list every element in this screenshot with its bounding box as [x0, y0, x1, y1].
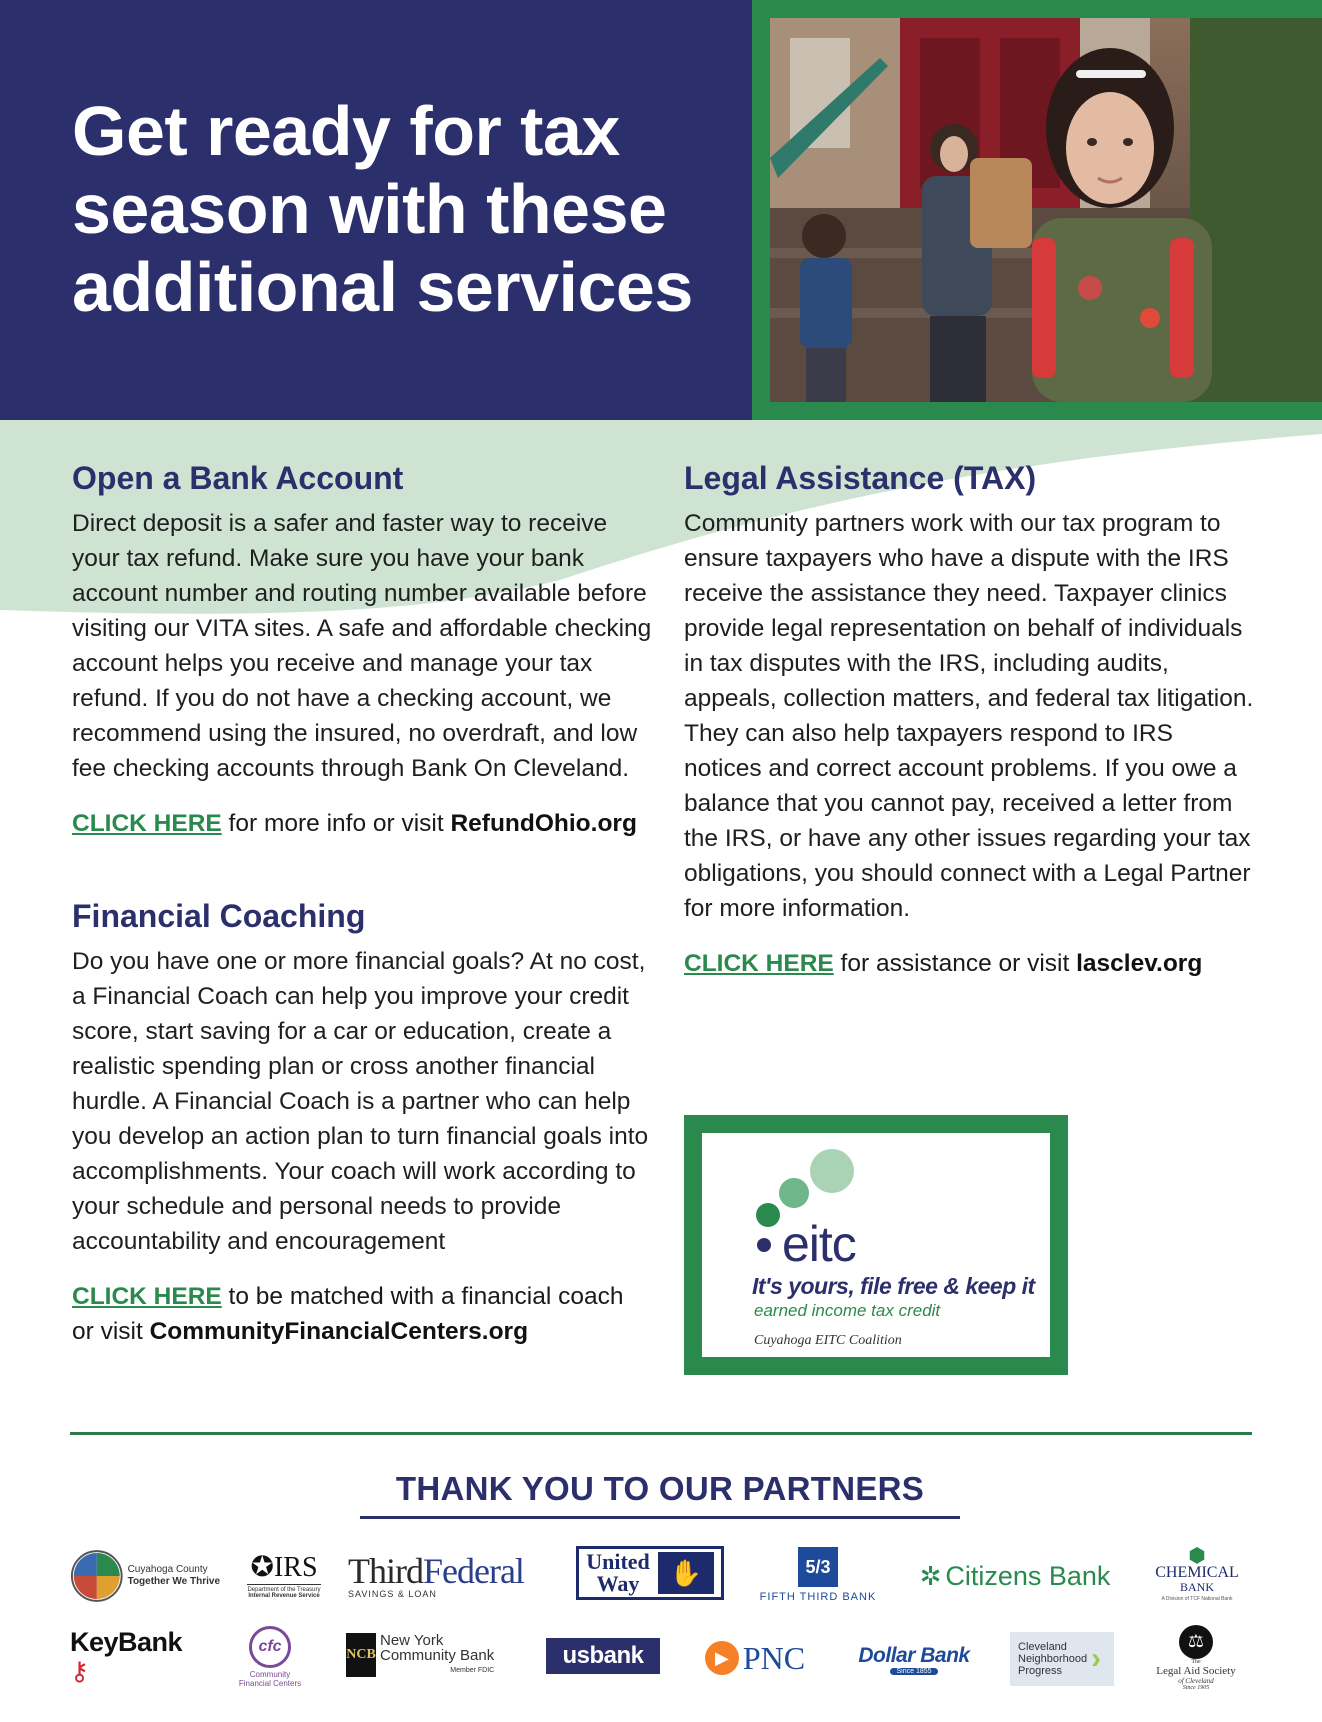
legal-assistance-section [684, 458, 1256, 981]
cfc-line2: Financial Centers [238, 1679, 302, 1688]
eitc-dots-icon [702, 1133, 1050, 1357]
usbank-logo [546, 1638, 660, 1674]
cnp-line2: Neighborhood [1018, 1653, 1088, 1665]
dollar-bank-logo [852, 1636, 976, 1682]
eitc-logo-frame [684, 1115, 1068, 1375]
bank-site-link[interactable]: RefundOhio.org [450, 810, 637, 837]
nycb-mark-icon: NCB [346, 1633, 376, 1677]
citizens-bank-name: Citizens Bank [945, 1560, 1111, 1591]
legal-aid-logo [1146, 1622, 1246, 1694]
united-way-line1: United [586, 1549, 650, 1574]
coaching-cta-text: to be matched with a financial coach or visit [72, 1283, 624, 1345]
coaching-site-link[interactable]: CommunityFinancialCenters.org [149, 1318, 529, 1345]
cuyahoga-line2: Together We Thrive [127, 1576, 220, 1587]
cnp-logo [1010, 1632, 1114, 1686]
financial-coaching-body: Do you have one or more financial goals? At no cost, a Financial Coach can help you improve your credit score, start saving for a car or education, create a realistic spending plan or cross another financial hurdle. A Financial Coach is a partner who can help you develop an action plan to turn financial goals into accomplishments. Your coach will work according to your schedule and personal needs to provide accountability and encouragement [72, 948, 649, 1255]
cfc-mark: cfc [249, 1626, 291, 1668]
bank-account-section [72, 458, 652, 841]
citizens-bank-logo [910, 1556, 1120, 1596]
chemical-mark-icon: ⬢ [1188, 1544, 1206, 1567]
bank-cta-text: for more info or visit [221, 810, 451, 837]
keybank-key-icon: ⚷ [70, 1655, 90, 1686]
fifth-third-name: FIFTH THIRD BANK [759, 1591, 877, 1603]
legal-assistance-heading: Legal Assistance (TAX) [684, 460, 1037, 496]
pnc-mark-icon: ▶ [705, 1641, 739, 1675]
dollar-bank-name: Dollar Bank [858, 1643, 970, 1667]
legal-aid-line4: Since 1905 [1182, 1684, 1210, 1691]
irs-logo [244, 1548, 324, 1604]
chemical-line1: CHEMICAL [1155, 1563, 1239, 1581]
usbank-name: usbank [562, 1642, 644, 1669]
bank-click-here-link[interactable]: CLICK HERE [72, 810, 222, 837]
fifth-third-logo [750, 1544, 886, 1606]
bank-account-heading: Open a Bank Account [72, 460, 404, 496]
irs-sub2: Internal Revenue Service [248, 1592, 320, 1599]
legal-site-link[interactable]: lasclev.org [1076, 950, 1203, 977]
eitc-wordmark: eitc [782, 1216, 856, 1272]
dollar-bank-sub: Since 1855 [890, 1668, 937, 1675]
coaching-cta [72, 1279, 652, 1349]
cfc-line1: Community [249, 1670, 291, 1679]
legal-aid-line3: of Cleveland [1178, 1676, 1214, 1685]
financial-coaching-heading: Financial Coaching [72, 898, 366, 934]
third-federal-name2: Federal [422, 1551, 524, 1591]
divider [70, 1432, 1252, 1435]
legal-cta-text: for assistance or visit [833, 950, 1077, 977]
irs-name: IRS [273, 1551, 318, 1583]
chemical-bank-logo [1142, 1540, 1252, 1608]
chemical-sub: A Division of TCF National Bank [1161, 1595, 1233, 1602]
eitc-subtitle: earned income tax credit [754, 1301, 941, 1320]
chemical-line2: BANK [1179, 1579, 1214, 1594]
coaching-click-here-link[interactable]: CLICK HERE [72, 1283, 222, 1310]
eitc-logo [702, 1133, 1050, 1357]
legal-aid-line1: The [1191, 1658, 1201, 1665]
pnc-logo [696, 1636, 814, 1680]
cnp-line3: Progress [1018, 1665, 1063, 1677]
keybank-name: KeyBank [70, 1626, 183, 1657]
financial-coaching-section [72, 896, 652, 1349]
irs-sub1: Department of the Treasury [247, 1584, 320, 1593]
legal-aid-line2: Legal Aid Society [1156, 1664, 1236, 1677]
hero-photo [770, 18, 1322, 402]
united-way-logo [576, 1546, 724, 1600]
page-title: Get ready for tax season with these additional services [72, 92, 693, 326]
eitc-coalition: Cuyahoga EITC Coalition [754, 1333, 902, 1348]
third-federal-logo [348, 1548, 548, 1604]
keybank-logo [70, 1622, 200, 1688]
pnc-name: PNC [742, 1639, 806, 1676]
cnp-line1: Cleveland [1018, 1641, 1067, 1653]
cfc-logo [228, 1622, 312, 1692]
eitc-tagline: It's yours, file free & keep it [752, 1273, 1035, 1299]
cnp-chevron-icon: › [1091, 1642, 1102, 1675]
third-federal-name1: Third [348, 1551, 423, 1591]
hero-photo-frame [752, 0, 1322, 420]
irs-eagle-icon: ✪ [250, 1551, 274, 1583]
bank-account-body: Direct deposit is a safer and faster way to receive your tax refund. Make sure you have your bank account number and routing number available before visiting our VITA sites. A safe and affordable checking account helps you receive and manage your tax refund. If you do not have a checking account, we recommend using the insured, no overdraft, and low fee checking accounts through Bank On Cleveland. [72, 510, 652, 782]
cuyahoga-seal-icon [70, 1548, 124, 1604]
cuyahoga-county-logo [70, 1548, 220, 1604]
cuyahoga-line1: Cuyahoga County [127, 1564, 208, 1575]
legal-aid-seal-icon: ⚖ [1179, 1625, 1213, 1659]
nycb-line1: New York [380, 1631, 444, 1649]
united-way-hand-icon: ✋ [658, 1552, 714, 1594]
united-way-line2: Way [596, 1571, 640, 1596]
third-federal-sub: SAVINGS & LOAN [348, 1589, 437, 1599]
citizens-mark-icon: ✲ [919, 1560, 942, 1591]
bank-account-cta [72, 806, 652, 841]
nycb-logo [346, 1630, 506, 1680]
legal-assistance-body: Community partners work with our tax program to ensure taxpayers who have a dispute with the IRS receive the assistance they need. Taxpayer clinics provide legal representation on behalf of individuals in tax disputes with the IRS, including audits, appeals, collection matters, and federal tax litigation. They can also help taxpayers respond to IRS notices and correct account problems. If you owe a balance that you cannot pay, received a letter from the IRS, or have any other issues regarding your tax obligations, you should connect with a Legal Partner for more information. [684, 510, 1254, 922]
partners-title: THANK YOU TO OUR PARTNERS [360, 1470, 960, 1519]
nycb-sub: Member FDIC [450, 1666, 495, 1674]
legal-cta [684, 946, 1256, 981]
nycb-line2: Community Bank [380, 1646, 495, 1664]
fifth-third-mark-icon: 5/3 [798, 1547, 838, 1587]
legal-click-here-link[interactable]: CLICK HERE [684, 950, 834, 977]
